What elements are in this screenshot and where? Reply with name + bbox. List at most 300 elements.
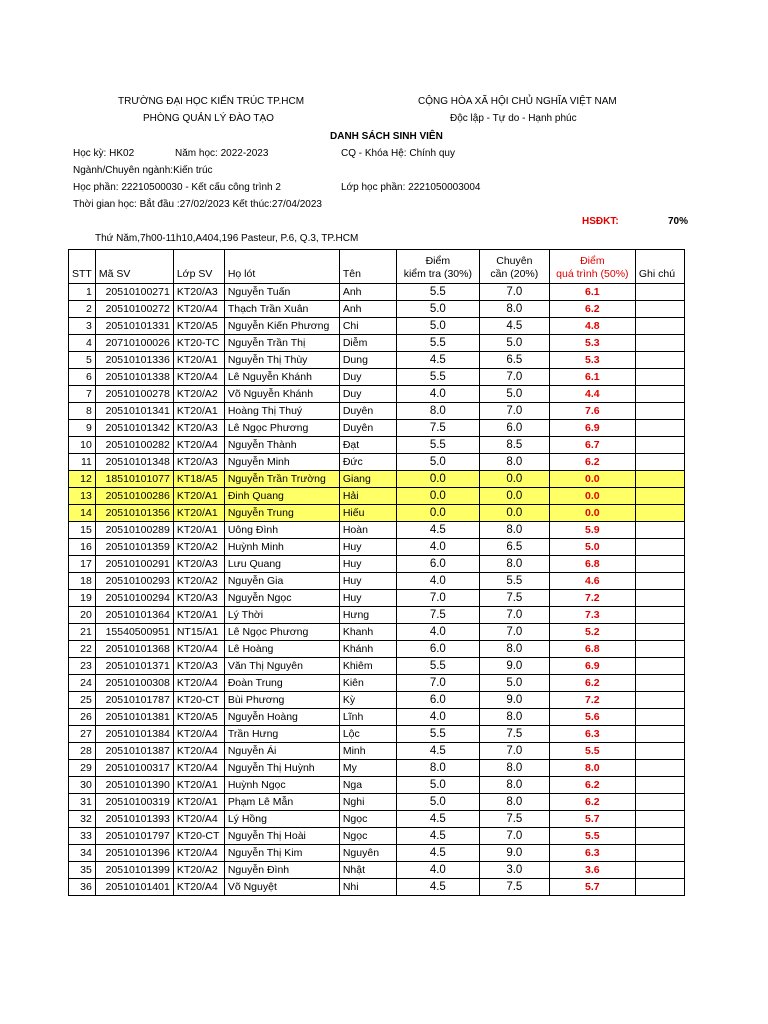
cell-last-name: Nguyễn Đình [224, 862, 339, 879]
table-row [69, 522, 685, 539]
cell-last-name: Nguyễn Thị Kim [224, 845, 339, 862]
cell-notes [635, 284, 684, 301]
cell-class: KT20/A1 [173, 522, 224, 539]
cell-attendance: 7.0 [479, 403, 549, 420]
cell-last-name: Đinh Quang [224, 488, 339, 505]
cell-attendance: 8.0 [479, 641, 549, 658]
cell-student-id: 20510100294 [95, 590, 173, 607]
table-row [69, 828, 685, 845]
cell-student-id: 20510101338 [95, 369, 173, 386]
cell-first-name: Nga [339, 777, 396, 794]
cell-class: KT20/A2 [173, 573, 224, 590]
cell-stt: 16 [69, 539, 96, 556]
cell-stt: 36 [69, 879, 96, 896]
table-row [69, 811, 685, 828]
cell-attendance: 3.0 [479, 862, 549, 879]
cell-notes [635, 607, 684, 624]
class-schedule: Thứ Năm,7h00-11h10,A404,196 Pasteur, P.6, Q.3, TP.HCM [95, 233, 359, 244]
cell-attendance: 5.0 [479, 335, 549, 352]
course-label: Học phần: 22210500030 - Kết cấu công trình 2 [73, 182, 281, 193]
cell-first-name: Khánh [339, 641, 396, 658]
cell-first-name: Huy [339, 590, 396, 607]
cell-process-score: 3.6 [549, 862, 635, 879]
table-row [69, 590, 685, 607]
header-stt: STT [69, 250, 96, 284]
cell-process-score: 7.2 [549, 692, 635, 709]
cell-notes [635, 692, 684, 709]
cell-last-name: Nguyễn Thị Hoài [224, 828, 339, 845]
cell-test-score: 5.5 [396, 369, 479, 386]
table-row [69, 454, 685, 471]
table-header-row [69, 250, 685, 284]
cell-attendance: 9.0 [479, 692, 549, 709]
cell-first-name: Duy [339, 386, 396, 403]
cell-attendance: 8.0 [479, 454, 549, 471]
cell-last-name: Lý Thời [224, 607, 339, 624]
cell-last-name: Lê Ngọc Phương [224, 420, 339, 437]
cell-process-score: 5.9 [549, 522, 635, 539]
cell-stt: 13 [69, 488, 96, 505]
cell-test-score: 8.0 [396, 403, 479, 420]
cell-first-name: Ngọc [339, 811, 396, 828]
cell-test-score: 4.0 [396, 539, 479, 556]
cell-class: KT20/A1 [173, 777, 224, 794]
cell-class: KT20/A2 [173, 862, 224, 879]
cell-notes [635, 352, 684, 369]
cell-last-name: Nguyễn Thị Huỳnh [224, 760, 339, 777]
header-attendance-line1: Chuyên [496, 255, 533, 267]
cell-notes [635, 675, 684, 692]
cell-first-name: Duyên [339, 420, 396, 437]
cell-first-name: Duyên [339, 403, 396, 420]
cell-process-score: 0.0 [549, 471, 635, 488]
cell-process-score: 6.9 [549, 658, 635, 675]
cell-notes [635, 828, 684, 845]
cell-stt: 23 [69, 658, 96, 675]
cell-student-id: 20510101787 [95, 692, 173, 709]
cell-first-name: Dung [339, 352, 396, 369]
cell-first-name: Nghi [339, 794, 396, 811]
cell-test-score: 5.0 [396, 454, 479, 471]
cell-student-id: 20510101364 [95, 607, 173, 624]
cell-notes [635, 845, 684, 862]
cell-student-id: 20510101368 [95, 641, 173, 658]
major-label: Ngành/Chuyên ngành:Kiến trúc [73, 165, 213, 176]
cell-last-name: Phạm Lê Mẫn [224, 794, 339, 811]
cell-class: KT20/A1 [173, 403, 224, 420]
cell-test-score: 5.0 [396, 301, 479, 318]
cell-first-name: Đạt [339, 437, 396, 454]
cell-class: KT20/A1 [173, 607, 224, 624]
table-row [69, 794, 685, 811]
cell-test-score: 0.0 [396, 488, 479, 505]
cell-student-id: 20510101399 [95, 862, 173, 879]
semester-label: Học kỳ: HK02 [73, 148, 135, 159]
cell-first-name: Đức [339, 454, 396, 471]
cell-last-name: Nguyễn Ái [224, 743, 339, 760]
cell-first-name: Huy [339, 556, 396, 573]
cell-notes [635, 624, 684, 641]
cell-class: KT20/A1 [173, 488, 224, 505]
cell-last-name: Đoàn Trung [224, 675, 339, 692]
cell-process-score: 6.2 [549, 777, 635, 794]
cell-test-score: 7.5 [396, 420, 479, 437]
cell-last-name: Nguyễn Minh [224, 454, 339, 471]
cell-last-name: Bùi Phương [224, 692, 339, 709]
cell-process-score: 5.2 [549, 624, 635, 641]
cell-class: KT20/A3 [173, 590, 224, 607]
cell-stt: 31 [69, 794, 96, 811]
cell-first-name: Nguyên [339, 845, 396, 862]
cell-process-score: 6.1 [549, 369, 635, 386]
cell-attendance: 6.5 [479, 352, 549, 369]
cell-test-score: 0.0 [396, 505, 479, 522]
cell-stt: 2 [69, 301, 96, 318]
cell-class: KT20/A3 [173, 454, 224, 471]
cell-first-name: Hưng [339, 607, 396, 624]
study-period: Thời gian học: Bắt đầu :27/02/2023 Kết thúc:27/04/2023 [73, 199, 322, 210]
table-row [69, 471, 685, 488]
cell-class: KT20/A3 [173, 284, 224, 301]
cell-stt: 26 [69, 709, 96, 726]
cell-first-name: Minh [339, 743, 396, 760]
cell-process-score: 7.3 [549, 607, 635, 624]
cell-last-name: Nguyễn Trần Trường [224, 471, 339, 488]
cell-stt: 3 [69, 318, 96, 335]
cell-process-score: 6.8 [549, 556, 635, 573]
cell-notes [635, 760, 684, 777]
cell-notes [635, 556, 684, 573]
cell-first-name: Kiên [339, 675, 396, 692]
cell-class: KT20/A2 [173, 539, 224, 556]
cell-attendance: 8.0 [479, 556, 549, 573]
cell-test-score: 5.5 [396, 726, 479, 743]
cell-class: KT20/A4 [173, 760, 224, 777]
cell-last-name: Nguyễn Hoàng [224, 709, 339, 726]
cell-student-id: 20510101401 [95, 879, 173, 896]
table-row [69, 879, 685, 896]
cell-test-score: 4.5 [396, 879, 479, 896]
cell-attendance: 8.0 [479, 522, 549, 539]
cell-stt: 10 [69, 437, 96, 454]
cell-class: KT20/A4 [173, 641, 224, 658]
cell-first-name: Kỳ [339, 692, 396, 709]
cell-notes [635, 743, 684, 760]
cell-stt: 4 [69, 335, 96, 352]
cell-test-score: 4.5 [396, 743, 479, 760]
cell-attendance: 5.0 [479, 675, 549, 692]
cell-attendance: 0.0 [479, 505, 549, 522]
cell-stt: 12 [69, 471, 96, 488]
cell-notes [635, 403, 684, 420]
national-motto: Độc lập - Tự do - Hạnh phúc [450, 113, 577, 124]
header-process-score [549, 250, 635, 284]
cell-process-score: 6.8 [549, 641, 635, 658]
cell-attendance: 7.5 [479, 811, 549, 828]
cell-notes [635, 862, 684, 879]
cell-class: KT20/A1 [173, 352, 224, 369]
cell-last-name: Huỳnh Ngọc [224, 777, 339, 794]
cell-student-id: 20510101797 [95, 828, 173, 845]
cell-class: KT20/A4 [173, 437, 224, 454]
table-row [69, 301, 685, 318]
cell-stt: 22 [69, 641, 96, 658]
cell-class: KT20/A1 [173, 794, 224, 811]
cell-class: KT20/A3 [173, 556, 224, 573]
cell-process-score: 4.8 [549, 318, 635, 335]
cell-first-name: Khiêm [339, 658, 396, 675]
table-row [69, 437, 685, 454]
cell-first-name: Hải [339, 488, 396, 505]
cell-student-id: 20510100286 [95, 488, 173, 505]
student-grade-table [68, 249, 685, 896]
cell-student-id: 20510101393 [95, 811, 173, 828]
document-title: DANH SÁCH SINH VIÊN [330, 131, 443, 142]
cell-attendance: 7.5 [479, 879, 549, 896]
table-row [69, 845, 685, 862]
cell-test-score: 0.0 [396, 471, 479, 488]
cell-student-id: 20510100282 [95, 437, 173, 454]
cell-stt: 1 [69, 284, 96, 301]
cell-student-id: 20510100308 [95, 675, 173, 692]
cell-test-score: 5.5 [396, 284, 479, 301]
cell-test-score: 5.0 [396, 794, 479, 811]
cell-process-score: 6.2 [549, 675, 635, 692]
cell-stt: 21 [69, 624, 96, 641]
cell-process-score: 8.0 [549, 760, 635, 777]
cell-test-score: 8.0 [396, 760, 479, 777]
header-test-score [396, 250, 479, 284]
cell-student-id: 15540500951 [95, 624, 173, 641]
cell-stt: 29 [69, 760, 96, 777]
cell-student-id: 20510101336 [95, 352, 173, 369]
table-row [69, 675, 685, 692]
cell-student-id: 20510101348 [95, 454, 173, 471]
cell-process-score: 6.1 [549, 284, 635, 301]
cell-test-score: 4.5 [396, 828, 479, 845]
cell-class: KT18/A5 [173, 471, 224, 488]
cell-student-id: 20510101356 [95, 505, 173, 522]
cell-attendance: 8.0 [479, 709, 549, 726]
header-notes: Ghi chú [635, 250, 684, 284]
cell-test-score: 7.5 [396, 607, 479, 624]
cell-last-name: Nguyễn Gia [224, 573, 339, 590]
cell-test-score: 4.0 [396, 386, 479, 403]
table-row [69, 641, 685, 658]
cell-student-id: 20510101359 [95, 539, 173, 556]
cell-first-name: Huy [339, 573, 396, 590]
cell-class: KT20-TC [173, 335, 224, 352]
cell-notes [635, 386, 684, 403]
cell-attendance: 0.0 [479, 488, 549, 505]
cell-first-name: Giang [339, 471, 396, 488]
cell-first-name: Duy [339, 369, 396, 386]
header-class: Lớp SV [173, 250, 224, 284]
cell-class: KT20/A4 [173, 743, 224, 760]
cell-class: KT20/A4 [173, 301, 224, 318]
cell-last-name: Nguyễn Thành [224, 437, 339, 454]
table-row [69, 862, 685, 879]
cell-process-score: 5.3 [549, 352, 635, 369]
cell-stt: 15 [69, 522, 96, 539]
cell-test-score: 4.5 [396, 845, 479, 862]
cell-notes [635, 454, 684, 471]
table-row [69, 709, 685, 726]
table-row [69, 760, 685, 777]
table-row [69, 777, 685, 794]
class-code: Lớp học phần: 2221050003004 [341, 182, 481, 193]
cell-stt: 28 [69, 743, 96, 760]
school-name: TRƯỜNG ĐẠI HỌC KIẾN TRÚC TP.HCM [118, 96, 305, 107]
cell-notes [635, 726, 684, 743]
cell-notes [635, 437, 684, 454]
cell-stt: 17 [69, 556, 96, 573]
cell-attendance: 6.5 [479, 539, 549, 556]
program-type: CQ - Khóa Hệ: Chính quy [341, 148, 455, 159]
cell-test-score: 4.5 [396, 811, 479, 828]
table-row [69, 658, 685, 675]
table-row [69, 352, 685, 369]
table-row [69, 624, 685, 641]
table-row [69, 505, 685, 522]
cell-notes [635, 777, 684, 794]
cell-test-score: 4.5 [396, 352, 479, 369]
cell-process-score: 5.7 [549, 879, 635, 896]
cell-process-score: 6.2 [549, 301, 635, 318]
table-row [69, 488, 685, 505]
cell-class: KT20/A1 [173, 505, 224, 522]
cell-attendance: 7.5 [479, 590, 549, 607]
cell-first-name: Anh [339, 301, 396, 318]
cell-first-name: Hiếu [339, 505, 396, 522]
cell-class: KT20/A4 [173, 369, 224, 386]
cell-process-score: 6.7 [549, 437, 635, 454]
table-row [69, 743, 685, 760]
cell-notes [635, 420, 684, 437]
cell-first-name: Chi [339, 318, 396, 335]
cell-notes [635, 811, 684, 828]
table-row [69, 556, 685, 573]
cell-last-name: Lê Ngọc Phương [224, 624, 339, 641]
cell-notes [635, 488, 684, 505]
cell-stt: 35 [69, 862, 96, 879]
cell-process-score: 4.6 [549, 573, 635, 590]
cell-notes [635, 471, 684, 488]
cell-stt: 34 [69, 845, 96, 862]
cell-notes [635, 539, 684, 556]
header-attendance-line2: cần (20%) [490, 268, 539, 280]
header-process-score-line1: Điểm [580, 255, 605, 267]
cell-attendance: 7.0 [479, 284, 549, 301]
cell-class: KT20/A4 [173, 845, 224, 862]
cell-stt: 7 [69, 386, 96, 403]
cell-student-id: 20510100289 [95, 522, 173, 539]
cell-class: KT20/A3 [173, 420, 224, 437]
cell-test-score: 6.0 [396, 641, 479, 658]
header-attendance [479, 250, 549, 284]
cell-student-id: 20710100026 [95, 335, 173, 352]
cell-stt: 5 [69, 352, 96, 369]
cell-stt: 30 [69, 777, 96, 794]
cell-stt: 14 [69, 505, 96, 522]
cell-first-name: Diễm [339, 335, 396, 352]
cell-student-id: 20510100291 [95, 556, 173, 573]
table-row [69, 420, 685, 437]
cell-last-name: Uông Đình [224, 522, 339, 539]
cell-notes [635, 590, 684, 607]
cell-first-name: Lĩnh [339, 709, 396, 726]
cell-last-name: Lưu Quang [224, 556, 339, 573]
cell-attendance: 4.5 [479, 318, 549, 335]
table-row [69, 726, 685, 743]
cell-test-score: 4.0 [396, 709, 479, 726]
cell-class: KT20/A4 [173, 811, 224, 828]
cell-student-id: 20510101341 [95, 403, 173, 420]
cell-test-score: 7.0 [396, 675, 479, 692]
cell-process-score: 5.6 [549, 709, 635, 726]
cell-stt: 11 [69, 454, 96, 471]
table-row [69, 386, 685, 403]
cell-stt: 25 [69, 692, 96, 709]
cell-last-name: Nguyễn Trung [224, 505, 339, 522]
cell-last-name: Nguyễn Kiến Phương [224, 318, 339, 335]
cell-class: KT20/A4 [173, 726, 224, 743]
cell-test-score: 5.0 [396, 318, 479, 335]
cell-attendance: 7.0 [479, 743, 549, 760]
cell-test-score: 5.5 [396, 437, 479, 454]
cell-stt: 6 [69, 369, 96, 386]
cell-class: KT20-CT [173, 692, 224, 709]
cell-class: KT20/A2 [173, 386, 224, 403]
header-process-score-line2: quá trình (50%) [556, 268, 629, 280]
header-student-id: Mã SV [95, 250, 173, 284]
cell-first-name: Hoàn [339, 522, 396, 539]
cell-last-name: Huỳnh Minh [224, 539, 339, 556]
cell-test-score: 5.0 [396, 777, 479, 794]
cell-last-name: Nguyễn Tuấn [224, 284, 339, 301]
cell-attendance: 8.0 [479, 777, 549, 794]
cell-process-score: 5.7 [549, 811, 635, 828]
cell-first-name: Huy [339, 539, 396, 556]
cell-process-score: 0.0 [549, 488, 635, 505]
cell-notes [635, 522, 684, 539]
cell-student-id: 20510100271 [95, 284, 173, 301]
cell-attendance: 8.0 [479, 760, 549, 777]
cell-notes [635, 794, 684, 811]
cell-first-name: Khanh [339, 624, 396, 641]
cell-test-score: 6.0 [396, 692, 479, 709]
table-row [69, 607, 685, 624]
cell-test-score: 5.5 [396, 658, 479, 675]
cell-process-score: 5.0 [549, 539, 635, 556]
cell-test-score: 4.5 [396, 522, 479, 539]
cell-student-id: 20510101342 [95, 420, 173, 437]
cell-stt: 18 [69, 573, 96, 590]
cell-attendance: 9.0 [479, 845, 549, 862]
cell-first-name: Anh [339, 284, 396, 301]
cell-notes [635, 641, 684, 658]
cell-notes [635, 505, 684, 522]
header-test-score-line1: Điểm [425, 255, 451, 267]
cell-last-name: Lý Hồng [224, 811, 339, 828]
coefficient-value: 70% [668, 216, 689, 227]
header-test-score-line2: kiểm tra (30%) [403, 268, 472, 280]
cell-student-id: 20510100319 [95, 794, 173, 811]
cell-stt: 20 [69, 607, 96, 624]
cell-process-score: 5.5 [549, 828, 635, 845]
cell-attendance: 7.0 [479, 828, 549, 845]
table-row [69, 369, 685, 386]
